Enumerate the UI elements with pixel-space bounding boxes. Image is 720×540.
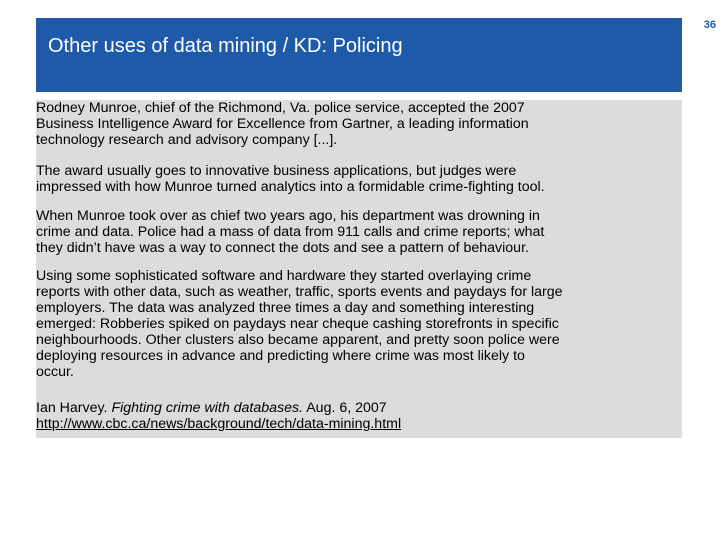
citation-link[interactable]: http://www.cbc.ca/news/background/tech/data-mining.html [36, 416, 402, 432]
citation-author: Ian Harvey. [36, 400, 112, 416]
citation-date: Aug. 6, 2007 [303, 400, 387, 416]
paragraph-line: employers. The data was analyzed three times a day and something interesting [36, 300, 535, 316]
paragraph-judges [36, 163, 545, 195]
page-number: 36 [703, 19, 716, 31]
paragraph-analysis [36, 268, 563, 380]
paragraph-line: emerged: Robberies spiked on paydays near cheque cashing storefronts in specific [36, 316, 559, 332]
paragraph-line: they didn’t have was a way to connect the dots and see a pattern of behaviour. [36, 240, 529, 256]
citation-line [36, 400, 401, 416]
paragraph-line: When Munroe took over as chief two years ago, his department was drowning in [36, 208, 540, 224]
paragraph-line: crime and data. Police had a mass of data from 911 calls and crime reports; what [36, 224, 545, 240]
slide-title: Other uses of data mining / KD: Policing [48, 35, 403, 57]
paragraph-award [36, 100, 529, 148]
paragraph-line: deploying resources in advance and predicting where crime was most likely to [36, 348, 525, 364]
paragraph-line: The award usually goes to innovative business applications, but judges were [36, 163, 517, 179]
paragraph-line: occur. [36, 364, 74, 380]
paragraph-line: Using some sophisticated software and hardware they started overlaying crime [36, 268, 532, 284]
paragraph-line: impressed with how Munroe turned analytics into a formidable crime-fighting tool. [36, 179, 545, 195]
paragraph-line: Rodney Munroe, chief of the Richmond, Va. police service, accepted the 2007 [36, 100, 525, 116]
paragraph-background [36, 208, 544, 256]
content-panel [36, 100, 682, 438]
paragraph-line: reports with other data, such as weather, traffic, sports events and paydays for large [36, 284, 563, 300]
paragraph-line: Business Intelligence Award for Excellence from Gartner, a leading information [36, 116, 529, 132]
paragraph-line: technology research and advisory company [...]. [36, 132, 338, 148]
paragraph-line: neighbourhoods. Other clusters also became apparent, and pretty soon police were [36, 332, 560, 348]
title-bar [36, 18, 682, 92]
citation-title: Fighting crime with databases. [111, 400, 304, 416]
citation [36, 400, 401, 432]
citation-link-line [36, 416, 401, 432]
